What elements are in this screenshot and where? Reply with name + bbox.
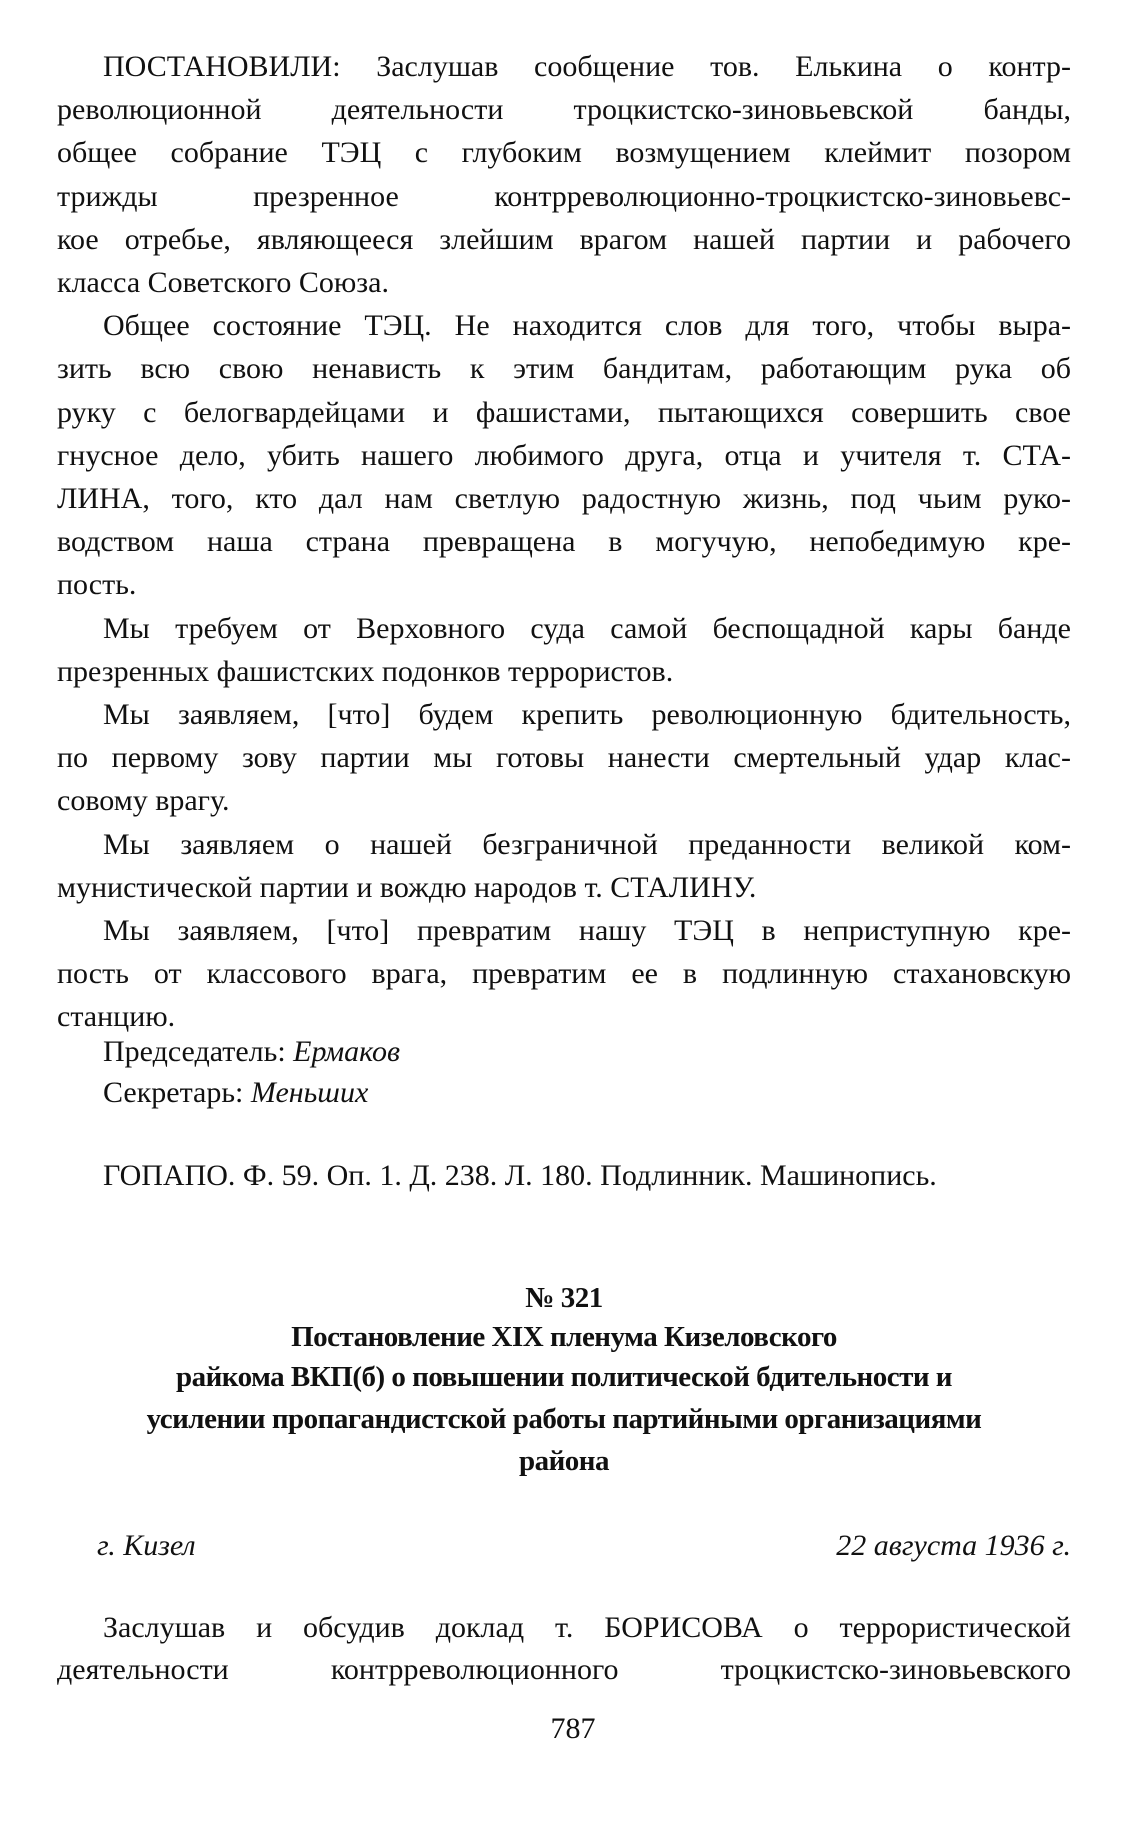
text-line: зить всю свою ненависть к этим бандитам, работающим рука об	[57, 352, 1071, 385]
text-line: по первому зову партии мы готовы нанести смертельный удар клас-	[57, 741, 1071, 774]
text-line: совому врагу.	[57, 784, 230, 817]
place-date-line	[57, 1524, 1071, 1567]
chairman-signature	[57, 1030, 1071, 1073]
chairman-label: Председатель:	[103, 1035, 286, 1068]
secretary-signature	[57, 1071, 1071, 1114]
text-line: гнусное дело, убить нашего любимого друга, отца и учителя т. СТА-	[57, 439, 1071, 472]
text-line: класса Советского Союза.	[57, 266, 389, 299]
text-line: деятельности контрреволюционного троцкистско-зиновьевского	[57, 1653, 1071, 1686]
document-number: № 321	[525, 1282, 603, 1314]
document-date: 22 августа 1936 г.	[836, 1529, 1071, 1562]
text-line: мунистической партии и вождю народов т. СТАЛИНУ.	[57, 871, 757, 904]
title-line: Постановление XIX пленума Кизеловского	[291, 1321, 837, 1353]
text-line: Общее состояние ТЭЦ. Не находится слов для того, чтобы выра-	[103, 309, 1071, 342]
document-place: г. Кизел	[97, 1529, 196, 1562]
title-line: района	[518, 1445, 610, 1477]
page-number: 787	[550, 1712, 596, 1745]
text-line: кое отребье, являющееся злейшим врагом нашей партии и рабочего	[57, 223, 1071, 256]
text-line: пость от классового врага, превратим ее в подлинную стахановскую	[57, 957, 1071, 990]
text-line: ЛИНА, того, кто дал нам светлую радостную жизнь, под чьим руко-	[57, 482, 1071, 515]
text-line: общее собрание ТЭЦ с глубоким возмущением клеймит позором	[57, 136, 1071, 169]
text-line: презренных фашистских подонков террористов.	[57, 655, 674, 688]
text-line: водством наша страна превращена в могучую, непобедимую кре-	[57, 525, 1071, 558]
secretary-name: Меньших	[250, 1076, 369, 1109]
text-line: трижды презренное контрреволюционно-троцкистско-зиновьевс-	[57, 180, 1071, 213]
title-line: райкома ВКП(б) о повышении политической бдительности и	[175, 1361, 953, 1393]
text-line: ПОСТАНОВИЛИ: Заслушав сообщение тов. Елькина о контр-	[103, 50, 1071, 83]
text-line: Мы заявляем о нашей безграничной преданности великой ком-	[103, 828, 1071, 861]
text-line: Заслушав и обсудив доклад т. БОРИСОВА о террористической	[103, 1611, 1071, 1644]
text-line: станцию.	[57, 1000, 176, 1033]
chairman-name: Ермаков	[293, 1035, 401, 1068]
text-line: Мы заявляем, [что] превратим нашу ТЭЦ в неприступную кре-	[103, 914, 1071, 947]
text-line: революционной деятельности троцкистско-зиновьевской банды,	[57, 93, 1071, 126]
title-line: усилении пропагандистской работы партийными организациями	[146, 1403, 982, 1435]
text-line: Мы требуем от Верховного суда самой беспощадной кары банде	[103, 612, 1071, 645]
archive-reference: ГОПАПО. Ф. 59. Оп. 1. Д. 238. Л. 180. Подлинник. Машинопись.	[103, 1159, 937, 1192]
secretary-label: Секретарь:	[103, 1076, 244, 1109]
text-line: Мы заявляем, [что] будем крепить революционную бдительность,	[103, 698, 1071, 731]
text-line: руку с белогвардейцами и фашистами, пытающихся совершить свое	[57, 396, 1071, 429]
text-line: пость.	[57, 568, 137, 601]
